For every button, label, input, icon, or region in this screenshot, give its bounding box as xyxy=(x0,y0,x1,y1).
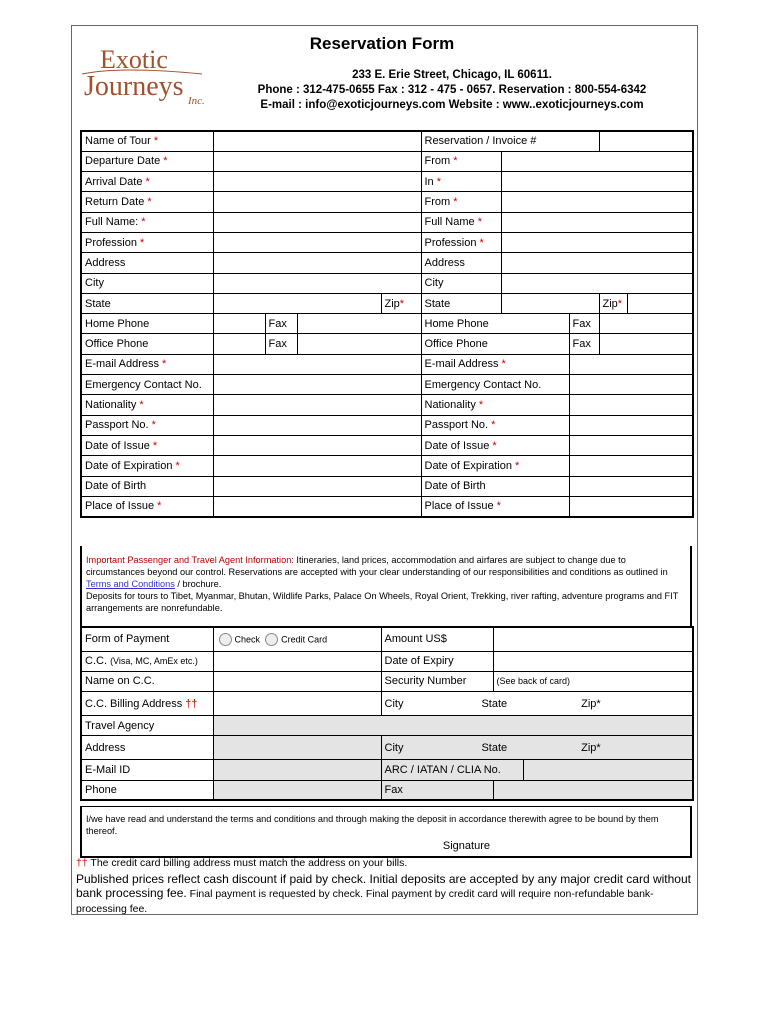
row-billing: C.C. Billing Address †† City State Zip* xyxy=(81,692,693,716)
emergency-input-2[interactable] xyxy=(569,375,693,395)
agency-phone-input[interactable] xyxy=(213,780,381,800)
return-from-input[interactable] xyxy=(501,192,693,212)
row-departure: Departure Date * From * xyxy=(81,151,693,171)
billing-address-input[interactable] xyxy=(213,692,381,716)
row-nameon: Name on C.C. Security Number (See back of card) xyxy=(81,671,693,691)
expiry-input[interactable] xyxy=(493,651,693,671)
agency-email-input[interactable] xyxy=(213,760,381,780)
row-arrival: Arrival Date * In * xyxy=(81,172,693,192)
departure-from-input[interactable] xyxy=(501,151,693,171)
emergency-input[interactable] xyxy=(213,375,421,395)
cc-name-input[interactable] xyxy=(213,671,381,691)
expiration-input-2[interactable] xyxy=(569,456,693,476)
birth-date-input[interactable] xyxy=(213,476,421,496)
cc-number-input[interactable] xyxy=(213,651,381,671)
email-input[interactable] xyxy=(213,354,421,374)
agency-fax-input[interactable] xyxy=(493,780,693,800)
payment-table xyxy=(80,626,694,801)
reservation-form-page xyxy=(71,25,698,915)
svg-text:Inc.: Inc. xyxy=(188,95,205,106)
svg-text:Exotic: Exotic xyxy=(100,45,168,74)
address-input[interactable] xyxy=(213,253,421,273)
svg-text:Journeys: Journeys xyxy=(84,71,184,102)
invoice-input[interactable] xyxy=(599,131,693,151)
row-homephone: Home Phone Fax Home Phone Fax xyxy=(81,314,693,334)
agency-arc-input[interactable] xyxy=(523,760,693,780)
billing-note: †† The credit card billing address must match the address on your bills. xyxy=(76,857,408,869)
home-phone-input[interactable] xyxy=(213,314,265,334)
passport-input-2[interactable] xyxy=(569,415,693,435)
row-issue: Date of Issue * Date of Issue * xyxy=(81,435,693,455)
row-tour: Name of Tour * Reservation / Invoice # xyxy=(81,131,693,151)
address-input-2[interactable] xyxy=(501,253,693,273)
row-agency-email: E-Mail ID ARC / IATAN / CLIA No. xyxy=(81,760,693,780)
tour-name-input[interactable] xyxy=(213,131,421,151)
office-fax-input[interactable] xyxy=(297,334,421,354)
row-email: E-mail Address * E-mail Address * xyxy=(81,354,693,374)
nationality-input-2[interactable] xyxy=(569,395,693,415)
check-radio[interactable] xyxy=(219,633,232,646)
row-nationality: Nationality * Nationality * xyxy=(81,395,693,415)
state-input-2[interactable] xyxy=(501,293,599,313)
terms-link[interactable]: Terms and Conditions xyxy=(86,579,175,589)
full-name-input-2[interactable] xyxy=(501,212,693,232)
row-fullname: Full Name: * Full Name * xyxy=(81,212,693,232)
agency-name-input[interactable] xyxy=(213,716,693,736)
important-information: Important Passenger and Travel Agent Information: Itineraries, land prices, accommodation and airfares are subject to change due to circumstances beyond our control. Reservations are accepted with your clear understanding of our responsibilities and conditions as outlined in Terms and Conditions / brochure. Deposits for tours to Tibet, Myanmar, Bhutan, Wildlife Parks, Palace On Wheels, Royal Orient, Trekking, river rafting, adventure programs and FIT arrangements are nonrefundable. xyxy=(80,546,692,626)
email-input-2[interactable] xyxy=(569,354,693,374)
city-input[interactable] xyxy=(213,273,421,293)
company-address: 233 E. Erie Street, Chicago, IL 60611. xyxy=(352,69,552,81)
fax-input-2[interactable] xyxy=(599,314,693,334)
row-passport: Passport No. * Passport No. * xyxy=(81,415,693,435)
zip-input-2[interactable] xyxy=(627,293,693,313)
company-email: E-mail : info@exoticjourneys.com Website : www..exoticjourneys.com xyxy=(260,99,644,111)
office-phone-input[interactable] xyxy=(213,334,265,354)
return-date-input[interactable] xyxy=(213,192,421,212)
row-place: Place of Issue * Place of Issue * xyxy=(81,496,693,516)
row-payment-form: Form of Payment Check Credit Card Amount US$ xyxy=(81,627,693,651)
row-expiration: Date of Expiration * Date of Expiration * xyxy=(81,456,693,476)
row-agency-title: Travel Agency xyxy=(81,716,693,736)
profession-input-2[interactable] xyxy=(501,232,693,252)
arrival-in-input[interactable] xyxy=(501,172,693,192)
profession-input[interactable] xyxy=(213,232,421,252)
arrival-date-input[interactable] xyxy=(213,172,421,192)
expiration-input[interactable] xyxy=(213,456,421,476)
row-city: City City xyxy=(81,273,693,293)
city-input-2[interactable] xyxy=(501,273,693,293)
row-emergency: Emergency Contact No. Emergency Contact No. xyxy=(81,375,693,395)
issue-date-input[interactable] xyxy=(213,435,421,455)
state-input[interactable] xyxy=(213,293,381,313)
row-profession: Profession * Profession * xyxy=(81,232,693,252)
exotic-journeys-logo xyxy=(82,40,222,106)
birth-date-input-2[interactable] xyxy=(569,476,693,496)
company-phones: Phone : 312-475-0655 Fax : 312 - 475 - 0657. Reservation : 800-554-6342 xyxy=(257,84,647,96)
passport-input[interactable] xyxy=(213,415,421,435)
row-cc: C.C. (Visa, MC, AmEx etc.) Date of Expiry xyxy=(81,651,693,671)
fax-input[interactable] xyxy=(297,314,421,334)
office-fax-input-2[interactable] xyxy=(599,334,693,354)
passenger-details-table xyxy=(80,130,694,518)
place-input-2[interactable] xyxy=(569,496,693,516)
row-state: State Zip* State Zip* xyxy=(81,293,693,313)
row-birth: Date of Birth Date of Birth xyxy=(81,476,693,496)
row-officephone: Office Phone Fax Office Phone Fax xyxy=(81,334,693,354)
form-title: Reservation Form xyxy=(309,34,455,53)
payment-policy: Published prices reflect cash discount if paid by check. Initial deposits are accepted by any major credit card without bank processing fee. Final payment is requested by check. Final payment by credit card will require non-refundable bank-processing fee. xyxy=(76,872,691,915)
signature-label: Signature xyxy=(442,840,490,852)
terms-agreement: I/we have read and understand the terms and conditions and through making the deposit in accordance therewith agree to be bound by them thereof. Signature xyxy=(80,806,692,858)
row-return: Return Date * From * xyxy=(81,192,693,212)
amount-input[interactable] xyxy=(493,627,693,651)
agency-address-input[interactable] xyxy=(213,736,381,760)
departure-date-input[interactable] xyxy=(213,151,421,171)
row-agency-phone: Phone Fax xyxy=(81,780,693,800)
place-input[interactable] xyxy=(213,496,421,516)
row-agency-address: Address City State Zip* xyxy=(81,736,693,760)
credit-card-radio[interactable] xyxy=(265,633,278,646)
issue-date-input-2[interactable] xyxy=(569,435,693,455)
row-address: Address Address xyxy=(81,253,693,273)
full-name-input[interactable] xyxy=(213,212,421,232)
nationality-input[interactable] xyxy=(213,395,421,415)
